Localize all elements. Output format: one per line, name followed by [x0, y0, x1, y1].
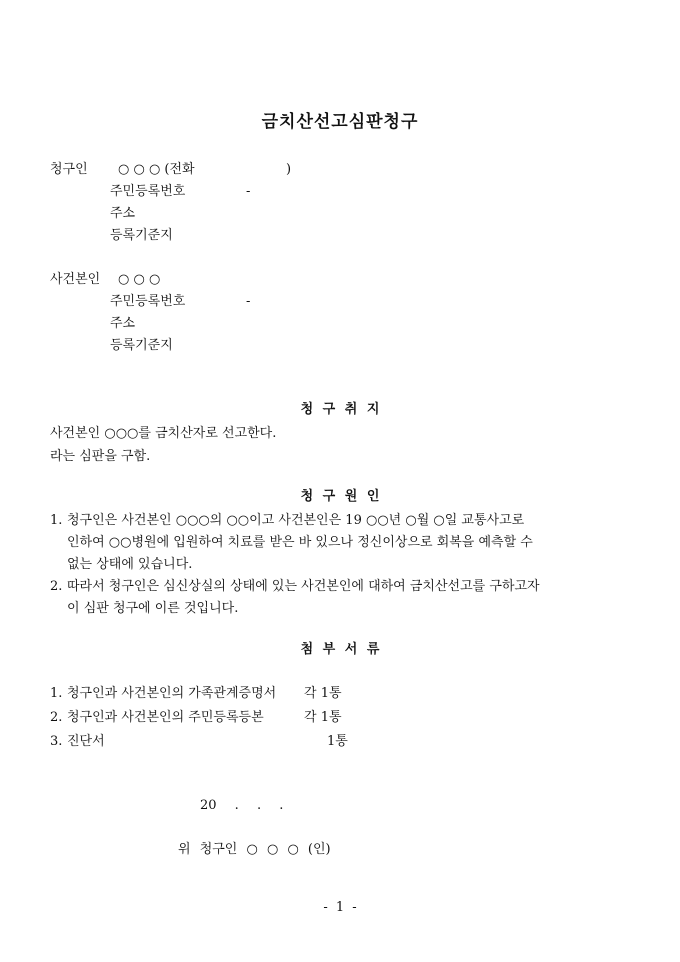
purpose-line: 라는 심판을 구함.	[50, 449, 151, 464]
attachment-count: 각 1통	[304, 686, 342, 701]
page-number: - 1 -	[323, 900, 357, 915]
subject-address-label: 주소	[110, 316, 136, 331]
cause-item-line: 없는 상태에 있습니다.	[67, 557, 193, 572]
claimant-address-label: 주소	[110, 206, 136, 221]
attachment-number: 1.	[50, 686, 63, 701]
subject-rrn-dash: -	[246, 294, 251, 309]
attachment-count: 각 1통	[304, 710, 342, 725]
attachment-number: 3.	[50, 734, 63, 749]
attachment-text: 청구인과 사건본인의 주민등록등본	[67, 710, 264, 725]
claimant-rrn-dash: -	[246, 184, 251, 199]
attachment-number: 2.	[50, 710, 63, 725]
cause-item-line: 청구인은 사건본인 ○○○의 ○○이고 사건본인은 19 ○○년 ○월 ○일 교통사고로	[67, 513, 525, 528]
claimant-label: 청구인	[50, 162, 88, 177]
subject-name: ○ ○ ○	[118, 272, 161, 287]
claimant-name: ○ ○ ○ (전화	[118, 162, 195, 177]
cause-item-line: 인하여 ○○병원에 입원하여 치료를 받은 바 있으나 정신이상으로 회복을 예측할 수	[67, 535, 533, 550]
claimant-domicile-label: 등록기준지	[110, 228, 173, 243]
cause-heading: 청 구 원 인	[300, 489, 380, 504]
signature-line: 위 청구인 ○ ○ ○ (인)	[178, 842, 331, 857]
claimant-rrn-label: 주민등록번호	[110, 184, 186, 199]
cause-item-line: 이 심판 청구에 이른 것입니다.	[67, 601, 239, 616]
purpose-heading: 청 구 취 지	[300, 402, 380, 417]
cause-item-number: 2.	[50, 579, 63, 594]
attachment-text: 진단서	[67, 734, 105, 749]
cause-item-line: 따라서 청구인은 심신상실의 상태에 있는 사건본인에 대하여 금치산선고를 구하고자	[67, 579, 540, 594]
cause-item-number: 1.	[50, 513, 63, 528]
subject-rrn-label: 주민등록번호	[110, 294, 186, 309]
subject-label: 사건본인	[50, 272, 101, 287]
attachment-count: 1통	[327, 734, 348, 749]
attachments-heading: 첨 부 서 류	[300, 642, 380, 657]
claimant-close-paren: )	[286, 162, 292, 177]
document-title: 금치산선고심판청구	[261, 112, 419, 132]
attachment-text: 청구인과 사건본인의 가족관계증명서	[67, 686, 277, 701]
purpose-line: 사건본인 ○○○를 금치산자로 선고한다.	[50, 426, 277, 441]
subject-domicile-label: 등록기준지	[110, 338, 173, 353]
date-line: 20 . . .	[200, 798, 284, 813]
